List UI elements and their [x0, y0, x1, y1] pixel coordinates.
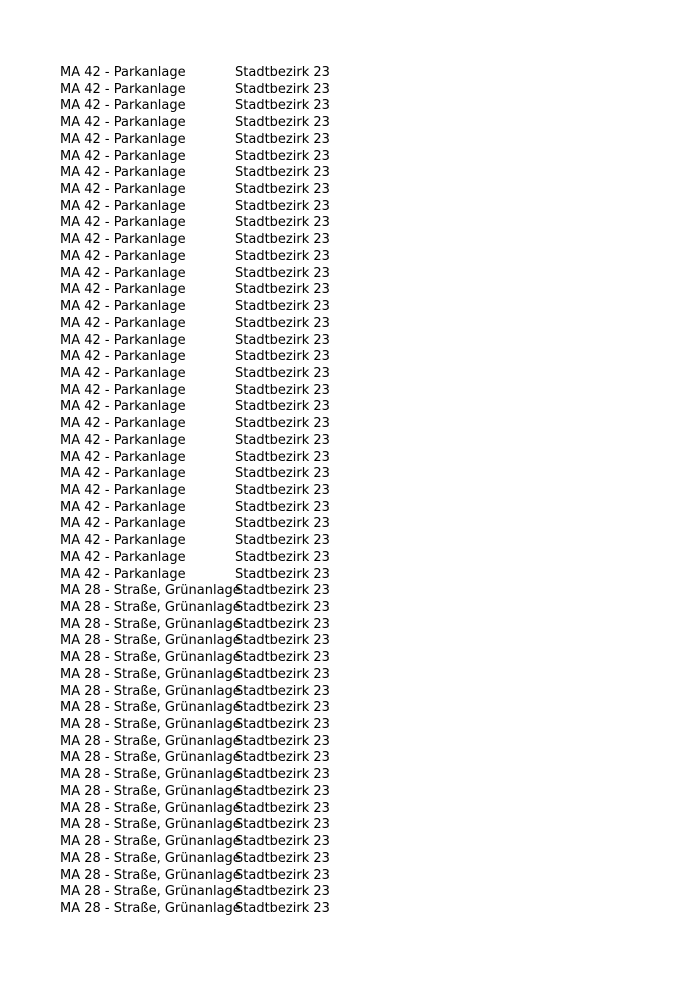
table-row [60, 884, 355, 901]
table-row [60, 901, 355, 918]
cell-district: Stadtbezirk 23 [235, 399, 330, 415]
cell-department: MA 42 - Parkanlage [60, 432, 186, 448]
cell-district: Stadtbezirk 23 [235, 148, 330, 164]
cell-department: MA 28 - Straße, Grünanlage [60, 834, 241, 850]
cell-department: MA 28 - Straße, Grünanlage [60, 633, 241, 649]
cell-district: Stadtbezirk 23 [235, 416, 330, 432]
cell-department: MA 28 - Straße, Grünanlage [60, 783, 241, 799]
cell-district: Stadtbezirk 23 [235, 633, 330, 649]
table-row [60, 817, 355, 834]
cell-district: Stadtbezirk 23 [235, 81, 330, 97]
table-row [60, 450, 355, 467]
data-table [60, 65, 355, 918]
table-row [60, 383, 355, 400]
table-row [60, 834, 355, 851]
cell-department: MA 42 - Parkanlage [60, 365, 186, 381]
cell-department: MA 28 - Straße, Grünanlage [60, 616, 241, 632]
cell-department: MA 42 - Parkanlage [60, 98, 186, 114]
cell-department: MA 28 - Straße, Grünanlage [60, 817, 241, 833]
table-row [60, 617, 355, 634]
cell-department: MA 42 - Parkanlage [60, 549, 186, 565]
cell-department: MA 42 - Parkanlage [60, 482, 186, 498]
cell-department: MA 28 - Straße, Grünanlage [60, 717, 241, 733]
cell-district: Stadtbezirk 23 [235, 850, 330, 866]
cell-district: Stadtbezirk 23 [235, 248, 330, 264]
table-row [60, 249, 355, 266]
table-row [60, 567, 355, 584]
table-row [60, 266, 355, 283]
cell-district: Stadtbezirk 23 [235, 332, 330, 348]
cell-district: Stadtbezirk 23 [235, 600, 330, 615]
cell-department: MA 42 - Parkanlage [60, 449, 186, 465]
table-row [60, 65, 355, 82]
cell-department: MA 42 - Parkanlage [60, 182, 186, 198]
cell-district: Stadtbezirk 23 [235, 900, 330, 916]
cell-district: Stadtbezirk 23 [235, 700, 330, 716]
cell-district: Stadtbezirk 23 [235, 783, 330, 799]
table-row [60, 165, 355, 182]
cell-department: MA 42 - Parkanlage [60, 148, 186, 164]
table-row [60, 232, 355, 249]
cell-district: Stadtbezirk 23 [235, 282, 330, 298]
cell-department: MA 42 - Parkanlage [60, 248, 186, 264]
cell-district: Stadtbezirk 23 [235, 215, 330, 231]
cell-department: MA 28 - Straße, Grünanlage [60, 666, 241, 682]
cell-district: Stadtbezirk 23 [235, 265, 330, 281]
cell-district: Stadtbezirk 23 [235, 884, 330, 900]
cell-district: Stadtbezirk 23 [235, 616, 330, 632]
cell-district: Stadtbezirk 23 [235, 800, 330, 816]
cell-district: Stadtbezirk 23 [235, 834, 330, 850]
cell-district: Stadtbezirk 23 [235, 767, 330, 783]
table-row [60, 667, 355, 684]
cell-department: MA 42 - Parkanlage [60, 265, 186, 281]
cell-district: Stadtbezirk 23 [235, 349, 330, 365]
table-row [60, 416, 355, 433]
table-row [60, 466, 355, 483]
table-row [60, 700, 355, 717]
table-row [60, 282, 355, 299]
table-row [60, 182, 355, 199]
table-row [60, 784, 355, 801]
table-row [60, 366, 355, 383]
cell-department: MA 42 - Parkanlage [60, 65, 186, 80]
cell-department: MA 42 - Parkanlage [60, 466, 186, 482]
cell-department: MA 28 - Straße, Grünanlage [60, 850, 241, 866]
table-row [60, 767, 355, 784]
cell-department: MA 42 - Parkanlage [60, 399, 186, 415]
cell-district: Stadtbezirk 23 [235, 499, 330, 515]
cell-district: Stadtbezirk 23 [235, 432, 330, 448]
cell-district: Stadtbezirk 23 [235, 583, 330, 599]
table-row [60, 299, 355, 316]
cell-department: MA 42 - Parkanlage [60, 282, 186, 298]
cell-district: Stadtbezirk 23 [235, 733, 330, 749]
cell-district: Stadtbezirk 23 [235, 466, 330, 482]
table-row [60, 516, 355, 533]
cell-department: MA 42 - Parkanlage [60, 516, 186, 532]
table-row [60, 215, 355, 232]
cell-department: MA 28 - Straße, Grünanlage [60, 583, 241, 599]
cell-district: Stadtbezirk 23 [235, 65, 330, 80]
cell-department: MA 42 - Parkanlage [60, 315, 186, 331]
cell-department: MA 42 - Parkanlage [60, 131, 186, 147]
cell-department: MA 28 - Straße, Grünanlage [60, 900, 241, 916]
table-row [60, 600, 355, 617]
cell-department: MA 28 - Straße, Grünanlage [60, 767, 241, 783]
cell-department: MA 42 - Parkanlage [60, 566, 186, 582]
table-row [60, 633, 355, 650]
cell-district: Stadtbezirk 23 [235, 650, 330, 666]
cell-district: Stadtbezirk 23 [235, 717, 330, 733]
table-row [60, 650, 355, 667]
table-row [60, 333, 355, 350]
cell-district: Stadtbezirk 23 [235, 382, 330, 398]
table-row [60, 399, 355, 416]
cell-district: Stadtbezirk 23 [235, 867, 330, 883]
table-row [60, 433, 355, 450]
cell-district: Stadtbezirk 23 [235, 198, 330, 214]
cell-department: MA 28 - Straße, Grünanlage [60, 650, 241, 666]
cell-department: MA 42 - Parkanlage [60, 499, 186, 515]
table-row [60, 550, 355, 567]
cell-district: Stadtbezirk 23 [235, 315, 330, 331]
cell-district: Stadtbezirk 23 [235, 516, 330, 532]
table-row [60, 717, 355, 734]
cell-department: MA 28 - Straße, Grünanlage [60, 683, 241, 699]
table-row [60, 132, 355, 149]
cell-department: MA 42 - Parkanlage [60, 232, 186, 248]
cell-district: Stadtbezirk 23 [235, 98, 330, 114]
table-row [60, 533, 355, 550]
cell-department: MA 28 - Straße, Grünanlage [60, 867, 241, 883]
table-row [60, 82, 355, 99]
cell-department: MA 42 - Parkanlage [60, 332, 186, 348]
cell-department: MA 28 - Straße, Grünanlage [60, 884, 241, 900]
cell-department: MA 42 - Parkanlage [60, 165, 186, 181]
cell-department: MA 42 - Parkanlage [60, 382, 186, 398]
cell-district: Stadtbezirk 23 [235, 365, 330, 381]
table-row [60, 483, 355, 500]
table-row [60, 684, 355, 701]
table-row [60, 734, 355, 751]
cell-department: MA 28 - Straße, Grünanlage [60, 600, 241, 615]
table-row [60, 149, 355, 166]
cell-district: Stadtbezirk 23 [235, 817, 330, 833]
cell-department: MA 28 - Straße, Grünanlage [60, 750, 241, 766]
cell-district: Stadtbezirk 23 [235, 750, 330, 766]
cell-district: Stadtbezirk 23 [235, 131, 330, 147]
cell-district: Stadtbezirk 23 [235, 299, 330, 315]
table-row [60, 199, 355, 216]
table-row [60, 316, 355, 333]
cell-district: Stadtbezirk 23 [235, 482, 330, 498]
cell-department: MA 28 - Straße, Grünanlage [60, 800, 241, 816]
cell-department: MA 42 - Parkanlage [60, 198, 186, 214]
table-row [60, 801, 355, 818]
cell-district: Stadtbezirk 23 [235, 566, 330, 582]
cell-district: Stadtbezirk 23 [235, 683, 330, 699]
cell-district: Stadtbezirk 23 [235, 182, 330, 198]
cell-district: Stadtbezirk 23 [235, 115, 330, 131]
cell-department: MA 28 - Straße, Grünanlage [60, 733, 241, 749]
cell-district: Stadtbezirk 23 [235, 165, 330, 181]
cell-department: MA 42 - Parkanlage [60, 299, 186, 315]
table-row [60, 349, 355, 366]
table-row [60, 868, 355, 885]
cell-department: MA 42 - Parkanlage [60, 215, 186, 231]
cell-department: MA 42 - Parkanlage [60, 349, 186, 365]
table-row [60, 583, 355, 600]
cell-department: MA 42 - Parkanlage [60, 81, 186, 97]
table-row [60, 115, 355, 132]
cell-department: MA 42 - Parkanlage [60, 416, 186, 432]
table-row [60, 98, 355, 115]
cell-district: Stadtbezirk 23 [235, 232, 330, 248]
cell-district: Stadtbezirk 23 [235, 666, 330, 682]
table-row [60, 750, 355, 767]
cell-department: MA 42 - Parkanlage [60, 533, 186, 549]
table-row [60, 851, 355, 868]
cell-district: Stadtbezirk 23 [235, 533, 330, 549]
cell-district: Stadtbezirk 23 [235, 449, 330, 465]
cell-department: MA 42 - Parkanlage [60, 115, 186, 131]
cell-district: Stadtbezirk 23 [235, 549, 330, 565]
table-row [60, 500, 355, 517]
cell-department: MA 28 - Straße, Grünanlage [60, 700, 241, 716]
